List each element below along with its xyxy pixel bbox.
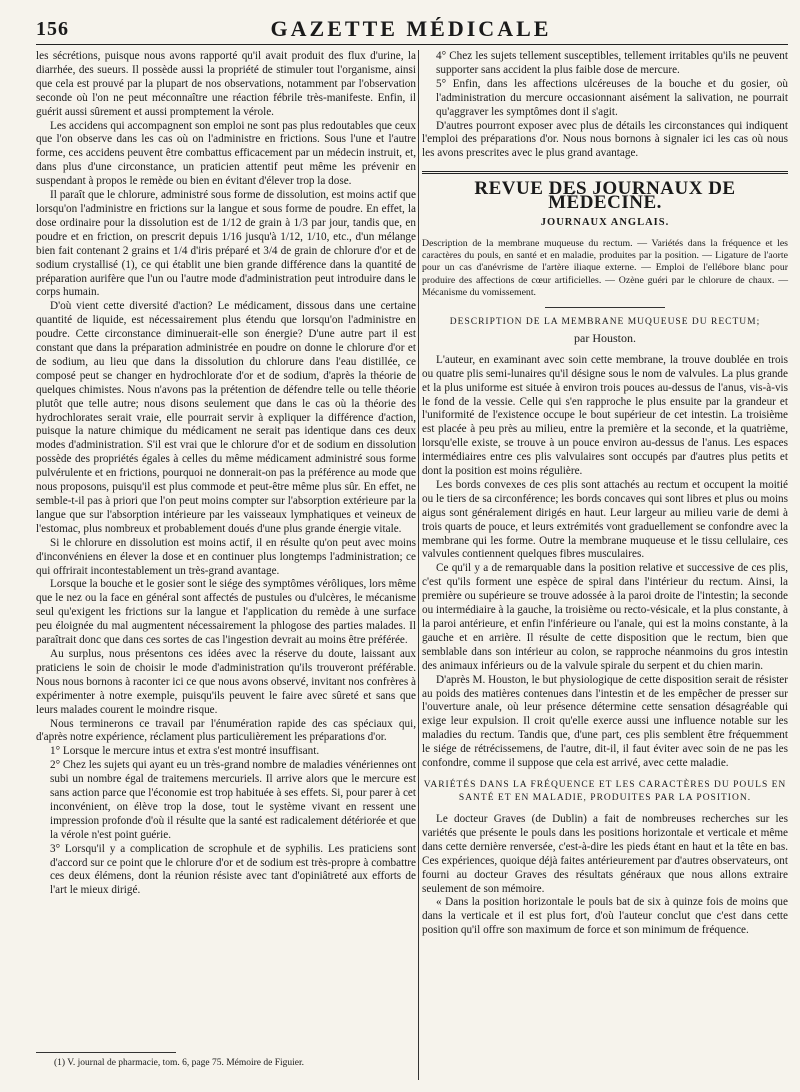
divider: [545, 307, 665, 308]
paragraph: Les accidens qui accompagnent son emploi ne sont pas plus redoutables que ceux que l'on observe dans les cas où on l'administre en frictions. Sous l'une et l'autre forme, ces accidens peuvent être combattus efficacement par un médecin instruit, et, dans plus d'une circonstance, un praticien attentif peut même les prévenir en suspendant à propos le remède ou bien en évitant d'élever trop la dose.: [36, 119, 416, 188]
closing-paragraph: D'autres pourront exposer avec plus de détails les circonstances qui indiquent l'emploi des préparations d'or. Nous nous bornons à signaler ici les cas où nous les avons prescrites avec le plus grand avantage.: [422, 119, 788, 160]
page-number: 156: [36, 18, 69, 40]
footnote-rule: [36, 1052, 176, 1053]
list-item: 3° Lorsqu'il y a complication de scrophule et de syphilis. Les praticiens sont d'accord sur ce point que le chlorure d'or et de sodium est très-propre à combattre ces deux élémens, dont la réunion résiste avec tant d'opiniâtreté aux efforts de l'art le mieux dirigé.: [50, 842, 416, 897]
section-rule: [422, 171, 788, 174]
column-divider: [418, 50, 419, 1080]
article-paragraph: L'auteur, en examinant avec soin cette membrane, la trouve doublée en trois ou quatre plis semi-lunaires qu'il désigne sous le nom de valvules. La plus grande et la plus uniforme est située à environ trois pouces au-dessus de l'anus, vis-à-vis le fond de la vessie. Celle qui s'en rapproche le plus ensuite par la grandeur et l'uniformité de l'existence occupe le bout supérieur de cet intestin. La troisième est placée à peu près au milieu, entre la première et la seconde, et la quatrième, lorsqu'elle existe, se trouve à un pouce environ au-dessus de l'anus. Les espaces intermédiaires entre ces plis valvulaires sont occupés par d'autres plus petits et dont la position est moins régulière.: [422, 353, 788, 478]
page-header: [36, 12, 786, 44]
article-title: DESCRIPTION DE LA MEMBRANE MUQUEUSE DU RECTUM;: [449, 316, 761, 327]
subsection-title: JOURNAUX ANGLAIS.: [540, 217, 670, 229]
article-paragraph: « Dans la position horizontale le pouls bat de six à quinze fois de moins que dans la verticale et il est plus fort, d'où l'auteur conclut que c'est dans cette position qu'il offre son maximum de force et son minimum de fréquence.: [422, 896, 788, 937]
section-title: REVUE DES JOURNAUX DE MÉDECINE.: [474, 178, 736, 214]
article-paragraph: Les bords convexes de ces plis sont attachés au rectum et occupent la moitié ou le tiers de sa circonférence; les bords concaves qui sont libres et plus ou moins aigus sont généralement dirigés en haut. Leur largeur au milieu varie de demi à trois quarts de pouce, et leurs extrémités vont graduellement se confondre avec la membrane qui les forme. Outre la membrane muqueuse et le tissu cellulaire, ces valvules contiennent quelques fibres musculaires.: [422, 478, 788, 561]
article-byline: par Houston.: [574, 330, 636, 345]
header-rule: [36, 44, 788, 45]
article-paragraph: Ce qu'il y a de remarquable dans la position relative et successive de ces plis, c'est qu'ils forment une espèce de spiral dans l'intérieur du rectum. Ainsi, la première ou supérieure se trouve adossée à la paroi droite de l'intestin; la seconde ou intermédiaire à la gauche, la troisième ou recto-vésicale, et la plus constante, à la paroi antérieure, et enfin l'inférieure ou l'anale, qui est la moins constante, à la gauche et en arrière. Il résulte de cette disposition que le rectum, bien que semblable dans son intérieur au colon, se rapproche néanmoins du gros intestin des animaux inférieurs ou de la valvule spirale du serpent et du chien marin.: [422, 562, 788, 672]
second-article-title: VARIÉTÉS DANS LA FRÉQUENCE ET LES CARACTÈRES DU POULS EN SANTÉ ET EN MALADIE, PRODUITES PAR LA POSITION.: [423, 779, 787, 803]
paragraph: Nous terminerons ce travail par l'énumération rapide des cas spéciaux qui, d'après notre expérience, réclament plus particulièrement les préparations d'or.: [36, 717, 416, 744]
article-paragraph: Le docteur Graves (de Dublin) a fait de nombreuses recherches sur les variétés que présente le pouls dans les positions horizontale et verticale et même dans cette dernière renversée, c'est-à-dire les pieds étant en haut et la tête en bas. Ces expériences, quoique déjà faites antérieurement par d'autres observateurs, ont fourni au docteur Graves des résultats généraux que nous allons extraire seulement de son mémoire.: [422, 812, 788, 895]
paragraph: D'où vient cette diversité d'action? Le médicament, dissous dans une certaine quantité de liquide, est nécessairement plus étendu que lorsqu'on l'administre en poudre. Cette circonstance diminuerait-elle son énergie? D'une autre part il est constant que dans la préparation administrée en poudre on donne le chlorure d'or et de sodium, au lieu que dans la dissolution du chlorure dans l'eau distillée, ce composé peut se changer en hydrochlorate d'or et de sodium, d'après la théorie de quelques chimistes. Nous n'avons pas la prétention de défendre telle ou telle théorie plutôt que telle autre; nous disons seulement que dans le cas où la théorie des hydrochlorates serait vraie, elle pourrait servir à expliquer la différence d'action, puisque la nature chimique du médicament ne serait pas identique dans ces deux modes d'administration. S'il est vrai que le chlorure d'or et de sodium en dissolution possède des propriétés égales à celles du même médicament administré sous forme pulvérulente et en frictions, pourquoi ne donnerait-on pas la préférence au mode que nous proposons, puisqu'il est plus commode et peut-être même plus sûr. En effet, ne semble-t-il pas à priori que l'on peut moins compter sur l'absorption extérieure par la langue que sur l'absorption intérieure par les vaisseaux lymphatiques et veineux de l'estomac, plus nombreux et probablement doués d'une plus grande énergie vitale.: [36, 300, 416, 535]
paragraph: Lorsque la bouche et le gosier sont le siége des symptômes vérôliques, lors même que le nez ou la face en général sont affectés de pustules ou d'ulcères, le mécanisme seul qu'exigent les frictions sur la langue et l'application du remède à une surface peu éloignée du mal augmentent nécessairement la phlogose des parties malades. Il paraîtrait donc que dans ces sortes de cas l'ingestion devrait au moins être préférée.: [36, 578, 416, 647]
section-summary: Description de la membrane muqueuse du rectum. — Variétés dans la fréquence et les caractères du pouls, en santé et en maladie, produites par la position. — Ligature de l'aorte pour un cas d'anévrisme de l'artère iliaque externe. — Emploi de l'ellébore blanc pour produire des affections de cœur artificielles. — Ozène guéri par le chlorure de chaux. — Mécanisme du vomissement.: [422, 237, 788, 298]
paragraph: Si le chlorure en dissolution est moins actif, il en résulte qu'on peut avec moins d'inconvéniens en élever la dose et en continuer plus longtemps l'administration; ce qui offrirait incontestablement un très-grand avantage.: [36, 536, 416, 577]
indications-list-continued: [422, 50, 788, 120]
footnote: (1) V. journal de pharmacie, tom. 6, page 75. Mémoire de Figuier.: [54, 1058, 305, 1068]
list-item: 5° Enfin, dans les affections ulcéreuses de la bouche et du gosier, où l'administration du mercure occasionnant aisément la salivation, ne pourrait qu'aggraver les symptômes dont il s'agit.: [436, 77, 788, 118]
left-column: [36, 50, 416, 1070]
list-item: 2° Chez les sujets qui ayant eu un très-grand nombre de maladies vénériennes ont subi un nombre égal de traitemens mercuriels. Il arrive alors que le mercure est sans action parce que l'économie est trop habituée à ses effets. Si, pour parer à cet inconvénient, on élève trop la dose, tout le système vivant en ressent une impression profonde d'où il résulte que la santé est radicalement détériorée et que la vérole n'est point guérie.: [50, 759, 416, 841]
paragraph: Au surplus, nous présentons ces idées avec la réserve du doute, laissant aux praticiens le soin de choisir le mode d'administration qu'ils trouveront préférable. Nous nous bornons à raconter ici ce que nous avons observé, invitant nos confrères à expérimenter à notre exemple, puisqu'ils peuvent le faire avec sûreté et sans que leurs malades courent le moindre risque.: [36, 647, 416, 716]
article-paragraph: D'après M. Houston, le but physiologique de cette disposition serait de résister au poids des matières contenues dans l'intestin et de les empêcher de presser sur l'ouverture anale, où leur présence détermine cette sensation désagréable qui exige leur expulsion. Il croit qu'elle exerce aussi une influence notable sur les maladies du rectum. Tandis que, d'une part, ces plis semblent être fréquemment le siége de rétrécissemens, de l'autre, dit-il, il faut éviter avec soin de ne pas les confondre, comme il suppose que cela est arrivé, avec cette maladie.: [422, 673, 788, 770]
indications-list: [36, 745, 416, 898]
right-column: [422, 50, 788, 1075]
journal-title: GAZETTE MÉDICALE: [270, 16, 552, 41]
paragraph: les sécrétions, puisque nous avons rapporté qu'il avait produit des flux d'urine, la diarrhée, des sueurs. Il possède aussi la propriété de stimuler tout l'organisme, ainsi que cela est prouvé par la plupart de nos observations, notamment par l'observation seconde où l'on ne peut méconnaître une réaction fébrile très-manifeste. Enfin, il guérit aussi sûrement et aussi promptement la vérole.: [36, 50, 416, 118]
list-item: 4° Chez les sujets tellement susceptibles, tellement irritables qu'ils ne peuvent supporter sans accident la plus faible dose de mercure.: [436, 50, 788, 76]
paragraph: Il paraît que le chlorure, administré sous forme de dissolution, est moins actif que lorsqu'on l'administre en frictions sur la langue et sous forme de poudre. En effet, la dose ordinaire pour la dissolution est de 1/12 de grain à 1/3 par jour, tandis que, en poudre et en friction, on prescrit depuis 1/16 jusqu'à 1/12, 1/10, etc., d'un mélange bien fait contenant 2 grains et 1/4 d'iris préparé et 3/4 de grain de chlorure d'or et de sodium crystallisé (1), ce qui établit une bien grande différence dans la quantité de préparation aurifère que l'un ou l'autre mode d'administration peut introduire dans le corps humain.: [36, 189, 416, 299]
list-item: 1° Lorsque le mercure intus et extra s'est montré insuffisant.: [50, 745, 320, 758]
